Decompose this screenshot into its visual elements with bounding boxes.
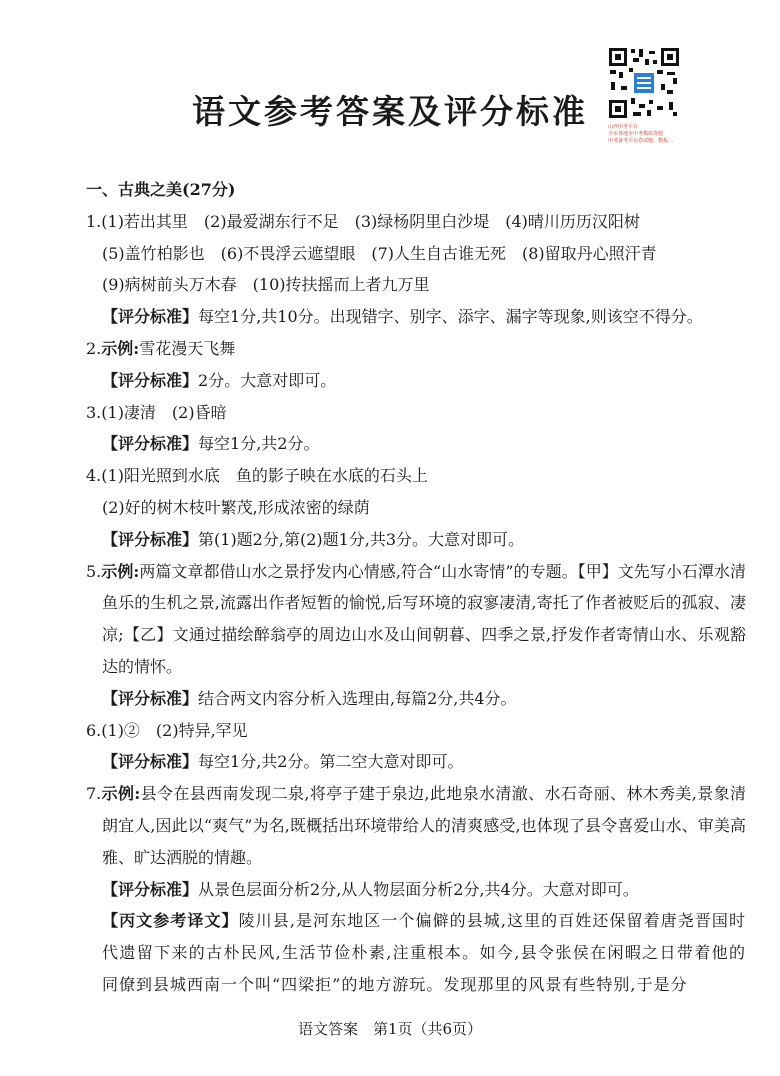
- q7-text: 县令在县西南发现二泉,将亭子建于泉边,此地泉水清澈、水石奇丽、林木秀美,景象清朗宜人,因此以“爽气”为名,既概括出环境带给人的清爽感受,也体现了县令喜爱山水、审美高雅、旷达洒脱的情趣。: [102, 784, 746, 867]
- standard-text: 每空1分,共10分。出现错字、别字、添字、漏字等现象,则该空不得分。: [198, 307, 703, 327]
- standard-text: 结合两文内容分析入选理由,每篇2分,共4分。: [198, 688, 517, 708]
- q1-line: (9)病树前头万木春 (10)抟扶摇而上者九万里: [102, 275, 430, 295]
- q1-line: (5)盖竹柏影也 (6)不畏浮云遮望眼 (7)人生自古谁无死 (8)留取丹心照汗青: [102, 243, 657, 263]
- standard-text: 第(1)题2分,第(2)题1分,共3分。大意对即可。: [198, 529, 525, 549]
- translation-label: 【丙文参考译文】: [102, 911, 239, 931]
- standard-text: 每空1分,共2分。: [198, 434, 320, 454]
- q2-text: 雪花漫天飞舞: [139, 338, 236, 358]
- section-heading: 一、古典之美(27分): [86, 180, 236, 199]
- q3-line: 3.(1)凄清 (2)昏暗: [86, 402, 227, 422]
- standard-label: 【评分标准】: [102, 688, 199, 708]
- q7-answer: [86, 778, 746, 873]
- standard-label: 【评分标准】: [102, 434, 199, 454]
- example-label: 示例:: [101, 561, 140, 581]
- qr-code: [607, 46, 681, 120]
- q6-standard: [86, 746, 746, 778]
- standard-text: 从景色层面分析2分,从人物层面分析2分,共4分。大意对即可。: [198, 879, 639, 899]
- standard-text: 每空1分,共2分。第二空大意对即可。: [198, 752, 464, 772]
- q5-answer: [86, 556, 746, 683]
- qr-caption: [608, 124, 684, 145]
- qr-caption-line: 全市各地市中考模拟真题: [608, 131, 664, 137]
- standard-label: 【评分标准】: [102, 307, 199, 327]
- q4-standard: [86, 524, 746, 556]
- qr-caption-line: 山西中考平台: [608, 124, 639, 130]
- standard-label: 【评分标准】: [102, 752, 199, 772]
- q7-number: 7.: [86, 784, 102, 804]
- page-title: 语文参考答案及评分标准: [192, 92, 588, 131]
- translation-text: 陵川县,是河东地区一个偏僻的县城,这里的百姓还保留着唐尧晋国时代遗留下来的古朴民风,生活节俭朴素,注重根本。如今,县令张侯在闲暇之日带着他的同僚到县城西南一个叫“四梁拒”的地方游玩。发现那里的风景有些特别,于是分: [102, 911, 746, 994]
- standard-text: 2分。大意对即可。: [198, 370, 337, 390]
- q5-standard: [86, 683, 746, 715]
- q2-standard: [86, 365, 746, 397]
- q4-line: (2)好的树木枝叶繁茂,形成浓密的绿荫: [102, 497, 370, 517]
- page-footer: 语文答案 第1页（共6页）: [297, 1020, 483, 1038]
- standard-label: 【评分标准】: [102, 879, 199, 899]
- q5-text: 两篇文章都借山水之景抒发内心情感,符合“山水寄情”的专题。【甲】文先写小石潭水清鱼乐的生机之景,流露出作者短暂的愉悦,后写环境的寂寥凄清,寄托了作者被贬后的孤寂、凄凉;【乙】文通过描绘醉翁亭的周边山水及山间朝暮、四季之景,抒发作者寄情山水、乐观豁达的情怀。: [102, 561, 746, 676]
- q7-standard: [86, 874, 746, 906]
- standard-label: 【评分标准】: [102, 529, 199, 549]
- example-label: 示例:: [101, 338, 140, 358]
- translation-paragraph: [86, 905, 746, 1000]
- q1-line: 1.(1)若出其里 (2)最爱湖东行不足 (3)绿杨阴里白沙堤 (4)晴川历历汉阳树: [86, 211, 640, 231]
- q2-answer: [86, 333, 746, 365]
- q2-number: 2.: [86, 338, 102, 358]
- q1-standard: [86, 301, 746, 333]
- standard-label: 【评分标准】: [102, 370, 199, 390]
- q5-number: 5.: [86, 561, 102, 581]
- qr-caption-line: 中考备考平台卷试题、模板…: [608, 138, 674, 144]
- q4-line: 4.(1)阳光照到水底 鱼的影子映在水底的石头上: [86, 466, 428, 486]
- q3-standard: [86, 428, 746, 460]
- example-label: 示例:: [101, 784, 141, 804]
- q6-line: 6.(1)② (2)特异,罕见: [86, 720, 248, 740]
- answer-content: [86, 174, 746, 1001]
